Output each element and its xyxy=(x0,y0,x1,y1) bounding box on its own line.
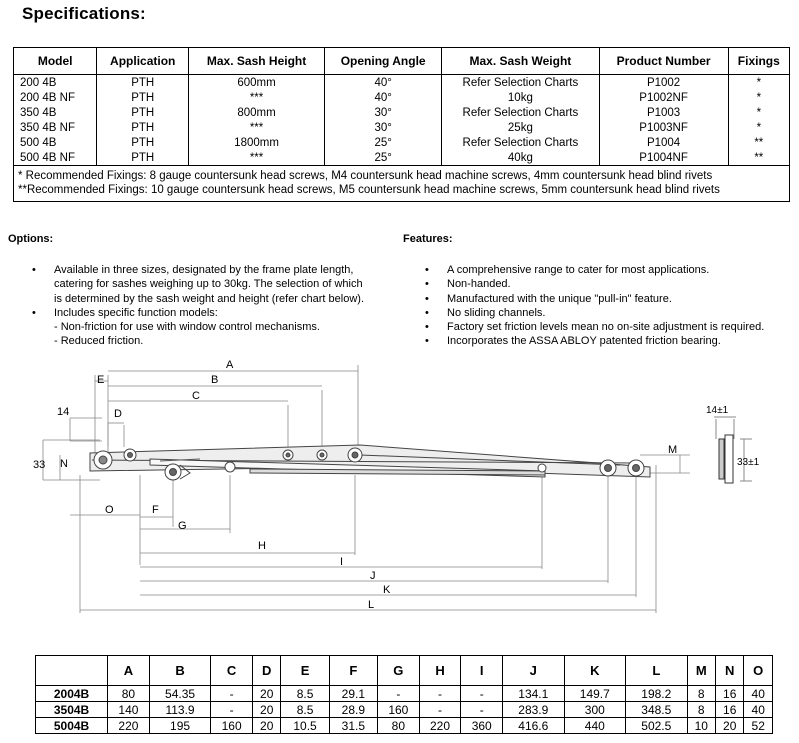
dims-cell: 80 xyxy=(377,718,419,734)
feature-item: • No sliding channels. xyxy=(425,306,799,320)
label-N: N xyxy=(60,458,68,470)
dims-cell: 440 xyxy=(564,718,626,734)
features-heading: Features: xyxy=(403,233,453,245)
spec-cell: * xyxy=(728,105,789,120)
fixing-note: * Recommended Fixings: 8 gauge countersunk head screws, M4 countersunk head machine screws, 4mm countersunk head blind rivets xyxy=(18,170,713,182)
dims-row xyxy=(36,718,773,734)
dims-cell: 195 xyxy=(149,718,211,734)
option-item: - Reduced friction. xyxy=(54,335,144,348)
dims-model-cell: 3504B xyxy=(36,702,108,718)
label-O: O xyxy=(105,504,114,516)
dims-cell: 160 xyxy=(377,702,419,718)
dims-cell: 20 xyxy=(252,718,280,734)
dims-cell: 52 xyxy=(744,718,773,734)
spec-header-cell: Application xyxy=(97,48,189,75)
spec-cell: 25° xyxy=(325,150,442,166)
dims-cell: 31.5 xyxy=(329,718,377,734)
dims-cell: 8 xyxy=(687,702,715,718)
dims-header-cell: M xyxy=(687,656,715,686)
dims-cell: 8.5 xyxy=(281,702,329,718)
dims-cell: 149.7 xyxy=(564,686,626,702)
dims-cell: - xyxy=(211,702,253,718)
label-H: H xyxy=(258,540,266,552)
dims-cell: 134.1 xyxy=(503,686,565,702)
dims-cell: 160 xyxy=(211,718,253,734)
spec-row xyxy=(14,105,790,120)
spec-cell: 200 4B xyxy=(14,75,97,91)
spec-cell: P1004NF xyxy=(599,150,728,166)
dims-cell: 502.5 xyxy=(626,718,688,734)
label-L: L xyxy=(368,599,375,611)
dims-cell: - xyxy=(419,686,461,702)
dims-cell: 20 xyxy=(716,718,744,734)
options-list xyxy=(32,263,402,349)
dims-header-cell: D xyxy=(252,656,280,686)
dims-header-cell: A xyxy=(108,656,150,686)
spec-cell: PTH xyxy=(97,135,189,150)
spec-row xyxy=(14,150,790,166)
dims-cell: 360 xyxy=(461,718,503,734)
label-E: E xyxy=(97,374,105,386)
spec-cell: 30° xyxy=(325,120,442,135)
spec-cell: 25° xyxy=(325,135,442,150)
option-item: • Includes specific function models: xyxy=(32,306,402,320)
label-D: D xyxy=(114,408,122,420)
spec-row xyxy=(14,90,790,105)
features-list xyxy=(425,263,799,349)
label-M: M xyxy=(668,444,678,456)
dims-model-cell: 5004B xyxy=(36,718,108,734)
dims-cell: 220 xyxy=(108,718,150,734)
spec-cell: *** xyxy=(189,120,325,135)
option-item: • Available in three sizes, designated by the frame plate length, xyxy=(32,263,402,277)
dims-header-cell: F xyxy=(329,656,377,686)
fixing-note: **Recommended Fixings: 10 gauge countersunk head screws, M5 countersunk head machine screws, 5mm countersunk head blind rivets xyxy=(18,184,720,196)
side-profile xyxy=(714,417,752,483)
spec-cell: 350 4B NF xyxy=(14,120,97,135)
label-dim33: 33 xyxy=(33,459,46,471)
label-G: G xyxy=(178,520,187,532)
dims-cell: 348.5 xyxy=(626,702,688,718)
spec-cell: 10kg xyxy=(442,90,599,105)
label-dim14: 14 xyxy=(57,406,70,418)
dims-cell: 8.5 xyxy=(281,686,329,702)
dims-cell: 29.1 xyxy=(329,686,377,702)
dims-cell: 8 xyxy=(687,686,715,702)
dims-cell: 10 xyxy=(687,718,715,734)
spec-cell: 25kg xyxy=(442,120,599,135)
dims-cell: 198.2 xyxy=(626,686,688,702)
label-K: K xyxy=(383,584,391,596)
spec-cell: Refer Selection Charts xyxy=(442,135,599,150)
dims-cell: 80 xyxy=(108,686,150,702)
dims-cell: - xyxy=(461,686,503,702)
spec-cell: 40kg xyxy=(442,150,599,166)
spec-notes xyxy=(14,166,790,202)
spec-cell: *** xyxy=(189,90,325,105)
dims-cell: - xyxy=(461,702,503,718)
spec-cell: P1002NF xyxy=(599,90,728,105)
options-heading: Options: xyxy=(8,233,54,245)
spec-cell: 1800mm xyxy=(189,135,325,150)
dims-header-cell: E xyxy=(281,656,329,686)
spec-header-cell: Model xyxy=(14,48,97,75)
spec-cell: ** xyxy=(728,135,789,150)
dims-row xyxy=(36,686,773,702)
spec-cell: 800mm xyxy=(189,105,325,120)
dims-header-cell: L xyxy=(626,656,688,686)
dims-cell: 40 xyxy=(744,702,773,718)
spec-header-cell: Fixings xyxy=(728,48,789,75)
dims-cell: 140 xyxy=(108,702,150,718)
option-item: is determined by the sash weight and height (refer chart below). xyxy=(54,292,364,305)
feature-item: • Manufactured with the unique "pull-in" feature. xyxy=(425,292,799,306)
spec-header-row xyxy=(14,48,790,75)
dims-header-cell: O xyxy=(744,656,773,686)
spec-cell: PTH xyxy=(97,120,189,135)
dims-cell: 20 xyxy=(252,686,280,702)
dims-header-cell: I xyxy=(461,656,503,686)
dims-cell: 28.9 xyxy=(329,702,377,718)
dims-header-cell: K xyxy=(564,656,626,686)
dims-cell: 20 xyxy=(252,702,280,718)
option-item: catering for sashes weighing up to 30kg. The selection of which xyxy=(54,278,363,291)
dims-header-cell: B xyxy=(149,656,211,686)
spec-cell: * xyxy=(728,75,789,91)
spec-cell: P1002 xyxy=(599,75,728,91)
dims-cell: 40 xyxy=(744,686,773,702)
dims-cell: 113.9 xyxy=(149,702,211,718)
specifications-table xyxy=(13,47,790,202)
spec-cell: PTH xyxy=(97,150,189,166)
dims-header-cell: C xyxy=(211,656,253,686)
dimensions-table xyxy=(35,655,773,734)
spec-cell: 40° xyxy=(325,90,442,105)
spec-cell: P1004 xyxy=(599,135,728,150)
dims-header-row xyxy=(36,656,773,686)
dimension-lines xyxy=(43,365,690,613)
spec-cell: 500 4B xyxy=(14,135,97,150)
feature-item: • Non-handed. xyxy=(425,277,799,291)
spec-cell: 40° xyxy=(325,75,442,91)
label-C: C xyxy=(192,390,200,402)
label-I: I xyxy=(340,556,344,568)
spec-cell: Refer Selection Charts xyxy=(442,75,599,91)
dims-cell: 10.5 xyxy=(281,718,329,734)
spec-cell: 500 4B NF xyxy=(14,150,97,166)
page-title: Specifications: xyxy=(22,4,146,23)
dims-cell: 16 xyxy=(716,702,744,718)
dims-cell: 300 xyxy=(564,702,626,718)
spec-cell: 200 4B NF xyxy=(14,90,97,105)
spec-cell: 30° xyxy=(325,105,442,120)
option-item: - Non-friction for use with window control mechanisms. xyxy=(54,321,320,334)
dims-cell: 54.35 xyxy=(149,686,211,702)
spec-header-cell: Product Number xyxy=(599,48,728,75)
stay-mechanism xyxy=(90,445,650,480)
stay-dimension-diagram xyxy=(0,355,799,650)
spec-body xyxy=(14,75,790,202)
feature-item: • Incorporates the ASSA ABLOY patented friction bearing. xyxy=(425,334,799,348)
spec-header-cell: Max. Sash Height xyxy=(189,48,325,75)
spec-header-cell: Max. Sash Weight xyxy=(442,48,599,75)
label-A: A xyxy=(226,359,234,371)
diagram-labels xyxy=(33,359,760,611)
dims-header-cell: J xyxy=(503,656,565,686)
spec-cell: 600mm xyxy=(189,75,325,91)
spec-cell: Refer Selection Charts xyxy=(442,105,599,120)
label-F: F xyxy=(152,504,159,516)
spec-cell: *** xyxy=(189,150,325,166)
feature-item: • Factory set friction levels mean no on-site adjustment is required. xyxy=(425,320,799,334)
spec-cell: P1003NF xyxy=(599,120,728,135)
dims-cell: 416.6 xyxy=(503,718,565,734)
spec-cell: * xyxy=(728,120,789,135)
label-J: J xyxy=(370,570,376,582)
dims-header-cell: H xyxy=(419,656,461,686)
spec-row xyxy=(14,120,790,135)
spec-notes-row xyxy=(14,166,790,202)
dims-header-cell: N xyxy=(716,656,744,686)
dims-model-cell: 2004B xyxy=(36,686,108,702)
label-dim33pm1: 33±1 xyxy=(737,457,760,468)
dims-cell: 220 xyxy=(419,718,461,734)
spec-cell: * xyxy=(728,90,789,105)
dims-cell: - xyxy=(419,702,461,718)
spec-cell: PTH xyxy=(97,75,189,91)
label-B: B xyxy=(211,374,219,386)
dims-row xyxy=(36,702,773,718)
spec-cell: ** xyxy=(728,150,789,166)
dims-cell: 16 xyxy=(716,686,744,702)
spec-header-cell: Opening Angle xyxy=(325,48,442,75)
dims-cell: - xyxy=(211,686,253,702)
spec-cell: PTH xyxy=(97,105,189,120)
dims-header-cell xyxy=(36,656,108,686)
feature-item: • A comprehensive range to cater for most applications. xyxy=(425,263,799,277)
spec-cell: P1003 xyxy=(599,105,728,120)
spec-row xyxy=(14,135,790,150)
spec-cell: 350 4B xyxy=(14,105,97,120)
dims-cell: - xyxy=(377,686,419,702)
dims-header-cell: G xyxy=(377,656,419,686)
spec-cell: PTH xyxy=(97,90,189,105)
dims-body xyxy=(36,686,773,734)
spec-row xyxy=(14,75,790,91)
label-dim14pm1: 14±1 xyxy=(706,405,729,416)
dims-cell: 283.9 xyxy=(503,702,565,718)
